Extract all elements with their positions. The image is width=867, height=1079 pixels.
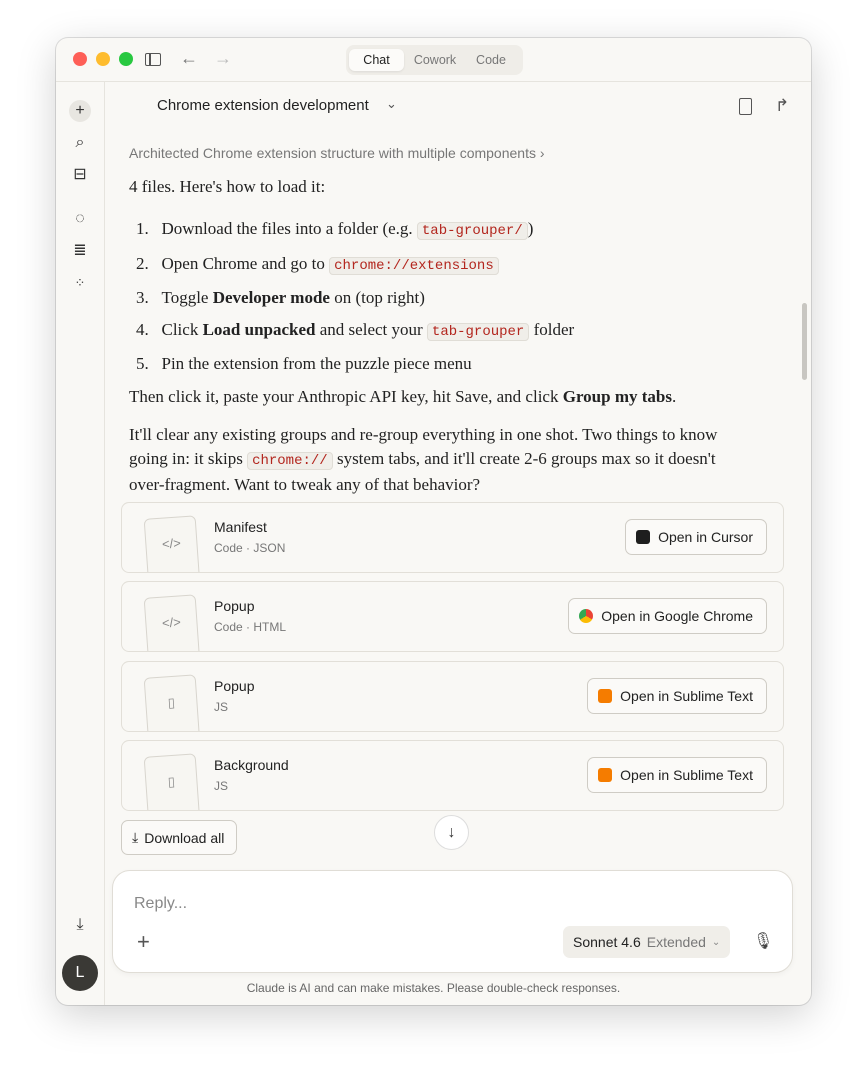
- file-subtitle: JS: [214, 779, 229, 793]
- list-item: 5. Pin the extension from the puzzle piece menu: [136, 354, 472, 373]
- artifacts-icon[interactable]: ⁘: [74, 275, 86, 290]
- file-subtitle: Code · HTML: [214, 620, 287, 634]
- file-title: Popup: [214, 678, 255, 694]
- file-card[interactable]: [121, 740, 784, 811]
- open-in-cursor-button[interactable]: Open in Cursor: [625, 519, 767, 555]
- thinking-text: Architected Chrome extension structure with multiple components: [129, 145, 536, 161]
- file-title: Popup: [214, 598, 255, 614]
- list-item: 1. Download the files into a folder (e.g. tab-grouper/ ): [136, 219, 534, 239]
- new-chat-icon[interactable]: +: [69, 100, 91, 122]
- toolbox-icon[interactable]: ⊟: [73, 166, 87, 183]
- list-item: 4. Click Load unpacked and select your tab-grouper folder: [136, 319, 575, 340]
- list-item: 3. Toggle Developer mode on (top right): [136, 288, 425, 307]
- disclaimer: Claude is AI and can make mistakes. Please double-check responses.: [246, 981, 621, 995]
- open-in-sublime-button[interactable]: Open in Sublime Text: [587, 678, 767, 714]
- open-in-chrome-button[interactable]: Open in Google Chrome: [568, 598, 767, 634]
- sidebar: [56, 82, 105, 1005]
- tab-chat[interactable]: Chat: [349, 49, 404, 71]
- file-subtitle: Code · JSON: [214, 541, 286, 555]
- share-icon[interactable]: ↱: [775, 96, 790, 115]
- chats-icon[interactable]: ◌: [75, 210, 85, 227]
- thinking-summary[interactable]: Architected Chrome extension structure with multiple components ›: [129, 145, 545, 161]
- intro-text: 4 files. Here's how to load it:: [129, 177, 326, 196]
- code-icon: </>: [144, 594, 201, 652]
- file-card[interactable]: [121, 502, 784, 573]
- paragraph: Then click it, paste your Anthropic API key, hit Save, and click Group my tabs.: [129, 387, 677, 406]
- chevron-down-icon: ⌄: [711, 936, 721, 948]
- scrollbar-thumb[interactable]: [802, 303, 807, 380]
- download-app-icon[interactable]: ⤓: [76, 916, 84, 933]
- tab-code[interactable]: Code: [476, 53, 506, 67]
- open-in-sublime-button[interactable]: Open in Sublime Text: [587, 757, 767, 793]
- chrome-app-icon: [579, 609, 593, 623]
- chevron-down-icon[interactable]: ⌄: [386, 96, 397, 111]
- scroll-to-bottom-button[interactable]: ↓: [434, 815, 469, 850]
- tab-cowork[interactable]: Cowork: [413, 53, 457, 67]
- file-icon: ▯: [144, 674, 201, 732]
- download-all-button[interactable]: ⤓ Download all: [121, 820, 237, 855]
- sublime-app-icon: [598, 689, 612, 703]
- file-card[interactable]: [121, 581, 784, 652]
- composer: [112, 870, 793, 973]
- back-arrow-icon[interactable]: ←: [180, 48, 198, 68]
- search-icon[interactable]: ⌕: [75, 134, 85, 151]
- add-attachment-icon[interactable]: +: [137, 929, 150, 954]
- zoom-window-button[interactable]: [119, 52, 133, 66]
- code-icon: </>: [144, 515, 201, 573]
- app-window: [56, 38, 811, 1005]
- cursor-app-icon: [636, 530, 650, 544]
- file-title: Background: [214, 757, 289, 773]
- close-window-button[interactable]: [73, 52, 87, 66]
- file-card[interactable]: [121, 661, 784, 732]
- file-subtitle: JS: [214, 700, 229, 714]
- mode-switcher: [346, 45, 523, 75]
- minimize-window-button[interactable]: [96, 52, 110, 66]
- file-icon: ▯: [144, 753, 201, 811]
- avatar[interactable]: L: [62, 955, 98, 991]
- forward-arrow-icon[interactable]: →: [214, 48, 232, 68]
- sidebar-toggle-icon[interactable]: [145, 53, 161, 66]
- file-title: Manifest: [214, 519, 267, 535]
- paragraph: It'll clear any existing groups and re-group everything in one shot. Two things to know going in: it skips chrome:// system tabs, and it'll create 2-6 groups max so it doesn't over-fragment. Want to tweak any of that behavior?: [129, 425, 718, 494]
- projects-icon[interactable]: ≣: [73, 242, 87, 259]
- steps-list: [136, 213, 574, 380]
- list-item: 2. Open Chrome and go to chrome://extensions: [136, 248, 574, 283]
- sublime-app-icon: [598, 768, 612, 782]
- download-icon: ⤓: [132, 829, 139, 845]
- microphone-icon[interactable]: 🎙︎: [753, 933, 774, 950]
- conversation-title[interactable]: Chrome extension development: [157, 97, 369, 114]
- title-bar: [56, 38, 811, 82]
- document-icon[interactable]: [739, 98, 752, 115]
- model-selector[interactable]: Sonnet 4.6 Extended ⌄: [563, 926, 730, 958]
- reply-input[interactable]: Reply...: [134, 895, 188, 912]
